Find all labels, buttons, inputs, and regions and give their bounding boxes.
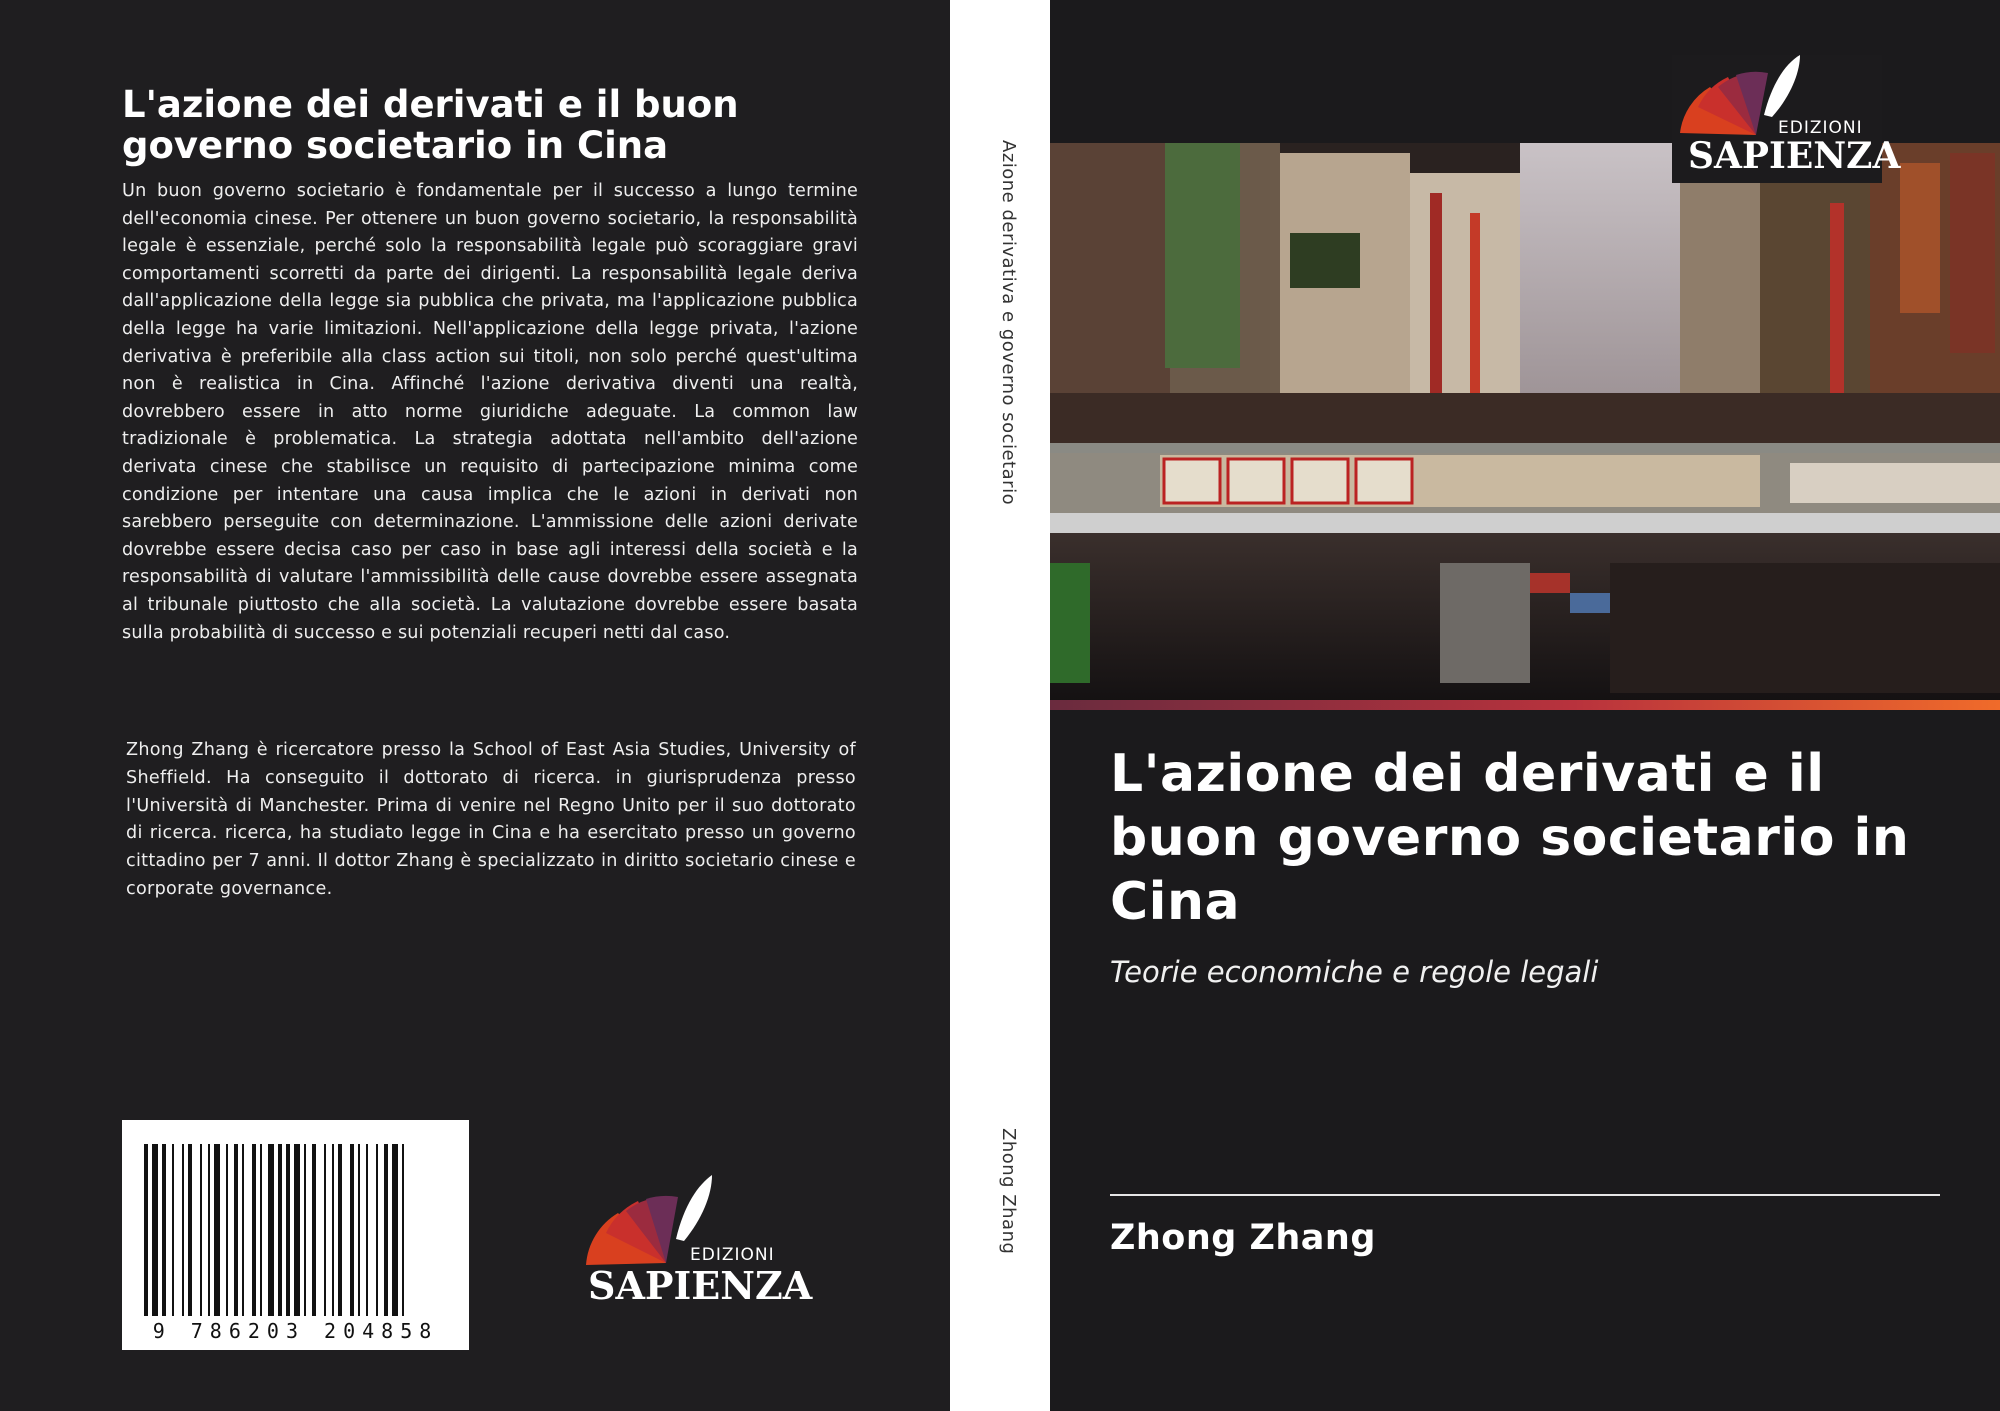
- back-cover-title: L'azione dei derivati e il buon governo societario in Cina: [122, 83, 739, 167]
- back-cover-blurb: Un buon governo societario è fondamentale per il successo a lungo termine dell'economia cinese. Per ottenere un buon governo societario, la responsabilità legale è essenziale, perché solo la responsabilità legale può scoraggiare gravi comportamenti scorretti da parte dei dirigenti. La responsabilità legale deriva dall'applicazione della legge sia pubblica che privata, ma l'applicazione pubblica della legge ha varie limitazioni. Nell'applicazione della legge privata, l'azione derivativa è preferibile alla class action sui titoli, non solo perché quest'ultima non è realistica in Cina. Affinché l'azione derivativa diventi una realtà, dovrebbero essere in atto norme giuridiche adeguate. La common law tradizionale è problematica. La strategia adottata nell'ambito dell'azione derivata cinese che stabilisce un requisito di partecipazione minima come condizione per intentare una causa implica che le azioni in derivati non sarebbero perseguite con determinazione. L'ammissione delle azioni derivate dovrebbe essere decisa caso per caso in base agli interessi della società e la responsabilità di valutare l'ammissibilità delle cause dovrebbe essere assegnata al tribunale piuttosto che alla società. La valutazione dovrebbe essere basata sulla probabilità di successo e sui potenziali recuperi netti dal caso.: [122, 181, 858, 643]
- publisher-logo-front: [1672, 55, 1901, 183]
- barcode-bars: [122, 1120, 469, 1320]
- publisher-logo-back: [580, 1175, 813, 1310]
- publisher-line2: SAPIENZA: [588, 1263, 813, 1308]
- divider: [1110, 1194, 1940, 1196]
- publisher-line1: EDIZIONI: [690, 1245, 775, 1265]
- front-cover-subtitle: Teorie economiche e regole legali: [1110, 955, 1599, 989]
- spine-author: Zhong Zhang: [998, 1128, 1019, 1255]
- back-cover: [0, 0, 950, 1411]
- isbn-number: 9 786203 204858: [152, 1319, 439, 1343]
- cover-photo-shanghai-street: [1050, 143, 2000, 702]
- author-bio: Zhong Zhang è ricercatore presso la School of East Asia Studies, University of Sheffield. Ha conseguito il dottorato di ricerca. in giurisprudenza presso l'Università di Manchester. Prima di venire nel Regno Unito per il suo dottorato di ricerca. ricerca, ha studiato legge in Cina e ha esercitato presso un governo cittadino per 7 anni. Il dottor Zhang è specializzato in diritto societario cinese e corporate governance.: [126, 740, 856, 899]
- spine-title: Azione derivativa e governo societario: [998, 140, 1019, 506]
- front-cover-title: L'azione dei derivati e il buon governo societario in Cina: [1110, 744, 1910, 932]
- accent-bar: [1050, 700, 2000, 710]
- isbn-barcode: [122, 1120, 469, 1350]
- publisher-line1: EDIZIONI: [1778, 118, 1863, 138]
- front-cover-author: Zhong Zhang: [1110, 1218, 1376, 1258]
- publisher-line2: SAPIENZA: [1688, 135, 1901, 177]
